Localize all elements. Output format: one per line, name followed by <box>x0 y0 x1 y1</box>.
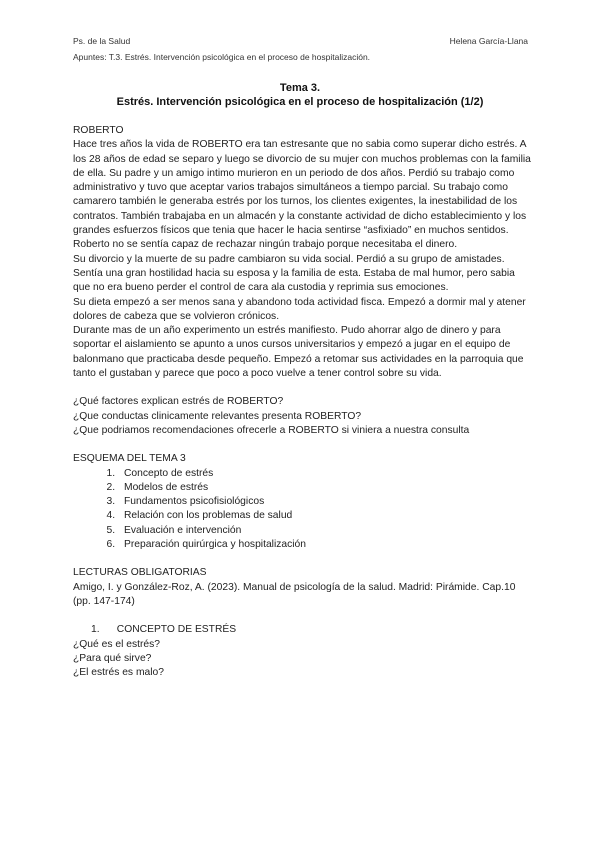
case-paragraph: Hace tres años la vida de ROBERTO era tan estresante que no sabia como superar dicho estrés. A los 28 años de edad se separo y luego se divorcio de su mujer con muchos problemas con la familia de ella. Su padre y un amigo intimo murieron en un periodo de dos años. Perdió su trabajo como administrativo y tuvo que aceptar varios trabajos simultáneos a tiempo parcial. Su trabajo como camarero también le generaba estrés por los turnos, los clientes exigentes, la inestabilidad de los contratos. También trabajaba en un almacén y la constante actividad de dicho establecimiento y los grandes esfuerzos físicos que tenia que hacer le hacia sentirse “asfixiado” en muchos sentidos. Roberto no se sentía capaz de rechazar ningún trabajo porque necesitaba el dinero. <box>73 139 531 251</box>
case-paragraph: Su dieta empezó a ser menos sana y abandono toda actividad fisca. Empezó a dormir mal y atener dolores de cabeza que se volvieron crónicos. <box>73 296 526 322</box>
list-item: 6. Preparación quirúrgica y hospitalización <box>118 538 533 552</box>
readings-heading: LECTURAS OBLIGATORIAS <box>73 567 207 579</box>
question: ¿Que podriamos recomendaciones ofrecerle a ROBERTO si viniera a nuestra consulta <box>73 424 470 436</box>
question: ¿Que conductas clinicamente relevantes presenta ROBERTO? <box>73 410 362 422</box>
scheme-heading: ESQUEMA DEL TEMA 3 <box>73 453 186 465</box>
scheme-list <box>73 467 533 553</box>
list-item: 1. Concepto de estrés <box>118 467 533 481</box>
header-course: Ps. de la Salud <box>73 36 131 46</box>
page-subtitle: Estrés. Intervención psicológica en el proceso de hospitalización (1/2) <box>116 96 484 108</box>
question: ¿Qué factores explican estrés de ROBERTO? <box>73 396 284 408</box>
section-heading: 1. CONCEPTO DE ESTRÉS <box>91 624 237 636</box>
case-paragraph: Durante mas de un año experimento un estrés manifiesto. Pudo ahorrar algo de dinero y para soportar el aislamiento se apunto a unos cursos universitarios y empezó a jugar en el equipo de balonmano que practicaba desde pequeño. Empezó a retomar sus actividades en la parroquia que tanto el gustaban y parece que poco a poco vuelve a tener control sobre su vida. <box>73 325 524 380</box>
page-title: Tema 3. <box>279 82 321 94</box>
header-subtitle: Apuntes: T.3. Estrés. Intervención psicológica en el proceso de hospitalización. <box>73 52 371 62</box>
case-name: ROBERTO <box>73 125 124 136</box>
header-author: Helena García-Llana <box>449 36 528 46</box>
section-question: ¿Para qué sirve? <box>73 652 152 664</box>
document-body <box>73 124 533 680</box>
list-item: 4. Relación con los problemas de salud <box>118 509 533 523</box>
readings-reference: Amigo, I. y González-Roz, A. (2023). Manual de psicología de la salud. Madrid: Pirámide. Cap.10 (pp. 147-174) <box>73 581 516 607</box>
list-item: 5. Evaluación e intervención <box>118 524 533 538</box>
section-question: ¿El estrés es malo? <box>73 667 164 679</box>
list-item: 3. Fundamentos psicofisiológicos <box>118 495 533 509</box>
section-question: ¿Qué es el estrés? <box>73 638 160 650</box>
list-item: 2. Modelos de estrés <box>118 481 533 495</box>
case-paragraph: Su divorcio y la muerte de su padre cambiaron su vida social. Perdió a su grupo de amistades. Sentía una gran hostilidad hacia su esposa y la familia de esta. Estaba de mal humor, pero sabia que no era bueno perder el control de cara ala custodia y reprimia sus emociones. <box>73 253 515 294</box>
